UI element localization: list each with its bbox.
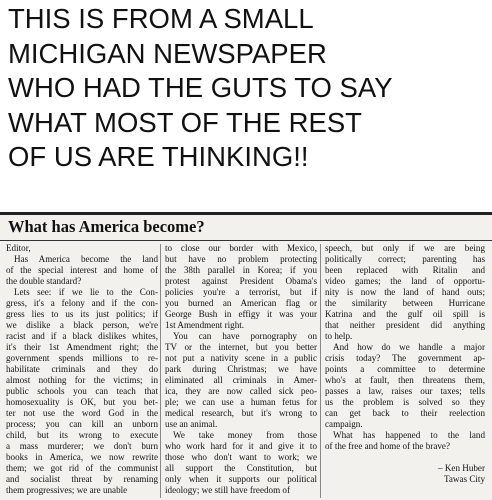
- article-line: homosexuality is OK, but you bet-: [6, 397, 158, 407]
- article-line: points a committee to determine: [325, 364, 485, 374]
- article-line: of the special interest and home of: [6, 265, 158, 275]
- article-line: you burned an American flag or: [165, 298, 317, 308]
- article-line: [325, 452, 485, 463]
- article-line: ple; we can use a human fetus for: [165, 397, 317, 407]
- article-line: campaign.: [325, 419, 363, 429]
- article-line: medical research, but it's wrong to: [165, 408, 317, 418]
- top-rule: [0, 212, 492, 215]
- article-column-1: [6, 243, 158, 496]
- article-line: Tawas City: [443, 474, 485, 484]
- article-line: George Bush in effigy it was your: [165, 309, 317, 319]
- article-line: We take money from those: [173, 430, 317, 440]
- article-line: use an animal.: [165, 419, 218, 429]
- article-line: policies you're a terrorist, but if: [165, 287, 317, 297]
- article-line: Has America become the land: [14, 254, 158, 264]
- article-line: child, but its wrong to execute: [6, 430, 158, 440]
- article-line: You can have pornography on: [173, 331, 317, 341]
- article-line: gress, it's a felony and if the con-: [6, 298, 158, 308]
- article-line: speech, but only if we are being: [325, 243, 485, 253]
- article-line: of the free and home of the brave?: [325, 441, 450, 451]
- article-line: park during Christmas; we have: [165, 364, 317, 374]
- headline-line: WHO HAD THE GUTS TO SAY: [8, 72, 393, 104]
- article-line: And how do we handle a major: [333, 342, 485, 352]
- article-line: Lets see: if we lie to the Con-: [14, 287, 158, 297]
- article-line: ideology; we still have freedom of: [165, 485, 291, 495]
- article-line: video games; the land of opportu-: [325, 276, 485, 286]
- article-line: all support the Constitution, but: [165, 463, 317, 473]
- article-line: them progressives; we are unable: [6, 485, 128, 495]
- article-line: a mass murderer; we don't burn: [6, 441, 158, 451]
- article-line: we dislike a black person, we're: [6, 320, 158, 330]
- article-column-3: [325, 243, 485, 485]
- article-line: TV or the internet, but you better: [165, 342, 317, 352]
- article-line: but have no problem protecting: [165, 254, 317, 264]
- article-line: racist and if a black dislikes whites,: [6, 331, 158, 341]
- article-column-2: [165, 243, 317, 496]
- article-line: gress lies to us its just politics; if: [6, 309, 158, 319]
- article-line: 1st Amendment right.: [165, 320, 245, 330]
- article-line: who's at fault, then threatens them,: [325, 375, 485, 385]
- article-line: and socialist threat by renaming: [6, 474, 158, 484]
- article-title: What has America become?: [8, 217, 205, 236]
- article-line: – Ken Huber: [438, 463, 485, 473]
- article-line: to help.: [325, 331, 353, 341]
- article-line: government spends millions to re-: [6, 353, 158, 363]
- title-rule: [0, 240, 492, 241]
- article-line: process; you can kill an unborn: [6, 419, 158, 429]
- article-line: habilitate criminals and they do: [6, 364, 158, 374]
- article-line: What has happened to the land: [333, 430, 485, 440]
- article-line: public schools you can teach that: [6, 386, 158, 396]
- article-line: the 38th parallel in Korea; if you: [165, 265, 317, 275]
- headline-line: THIS IS FROM A SMALL: [8, 3, 314, 34]
- article-line: us the problem is solved so they: [325, 397, 485, 407]
- article-line: who work hard for it and give it to: [165, 441, 317, 451]
- article-line: can get back to their reelection: [325, 408, 485, 418]
- headline-line: MICHIGAN NEWSPAPER: [8, 37, 327, 69]
- article-line: politically correct; parenting has: [325, 254, 485, 264]
- article-line: those who don't want to work; we: [165, 452, 317, 462]
- article-line: it's their 1st Amendment right; the: [6, 342, 158, 352]
- article-line: to close our border with Mexico,: [165, 243, 317, 253]
- article-line: them; we got rid of the communist: [6, 463, 158, 473]
- article-line: protest against President Obama's: [165, 276, 317, 286]
- article-line: books in America, we now rewrite: [6, 452, 158, 462]
- article-line: ica, they are now called sick peo-: [165, 386, 317, 396]
- article-line: not put a nativity scene in a public: [165, 353, 317, 363]
- article-line: almost nothing for the victims; in: [6, 375, 158, 385]
- article-line: passes a law, raises our taxes; tells: [325, 386, 485, 396]
- article-line: the similarity between Hurricane: [325, 298, 485, 308]
- column-divider: [320, 244, 321, 498]
- article-line: only when it supports our political: [165, 474, 317, 484]
- article-line: nity is now the land of hand outs;: [325, 287, 485, 297]
- headline: [8, 2, 484, 175]
- column-divider: [160, 244, 161, 498]
- article-line: the double standard?: [6, 276, 82, 286]
- headline-line: WHAT MOST OF THE REST: [8, 106, 362, 138]
- article-line: Katrina and the gulf oil spill is: [325, 309, 485, 319]
- article-line: ter not use the word God in the: [6, 408, 158, 418]
- article-line: Editor,: [6, 243, 31, 253]
- article-line: that neither president did anything: [325, 320, 485, 330]
- article-line: eliminated all criminals in Amer-: [165, 375, 317, 385]
- article-line: been replaced with Ritalin and: [325, 265, 485, 275]
- article-line: crisis today? The government ap-: [325, 353, 485, 363]
- headline-line: OF US ARE THINKING!!: [8, 141, 309, 173]
